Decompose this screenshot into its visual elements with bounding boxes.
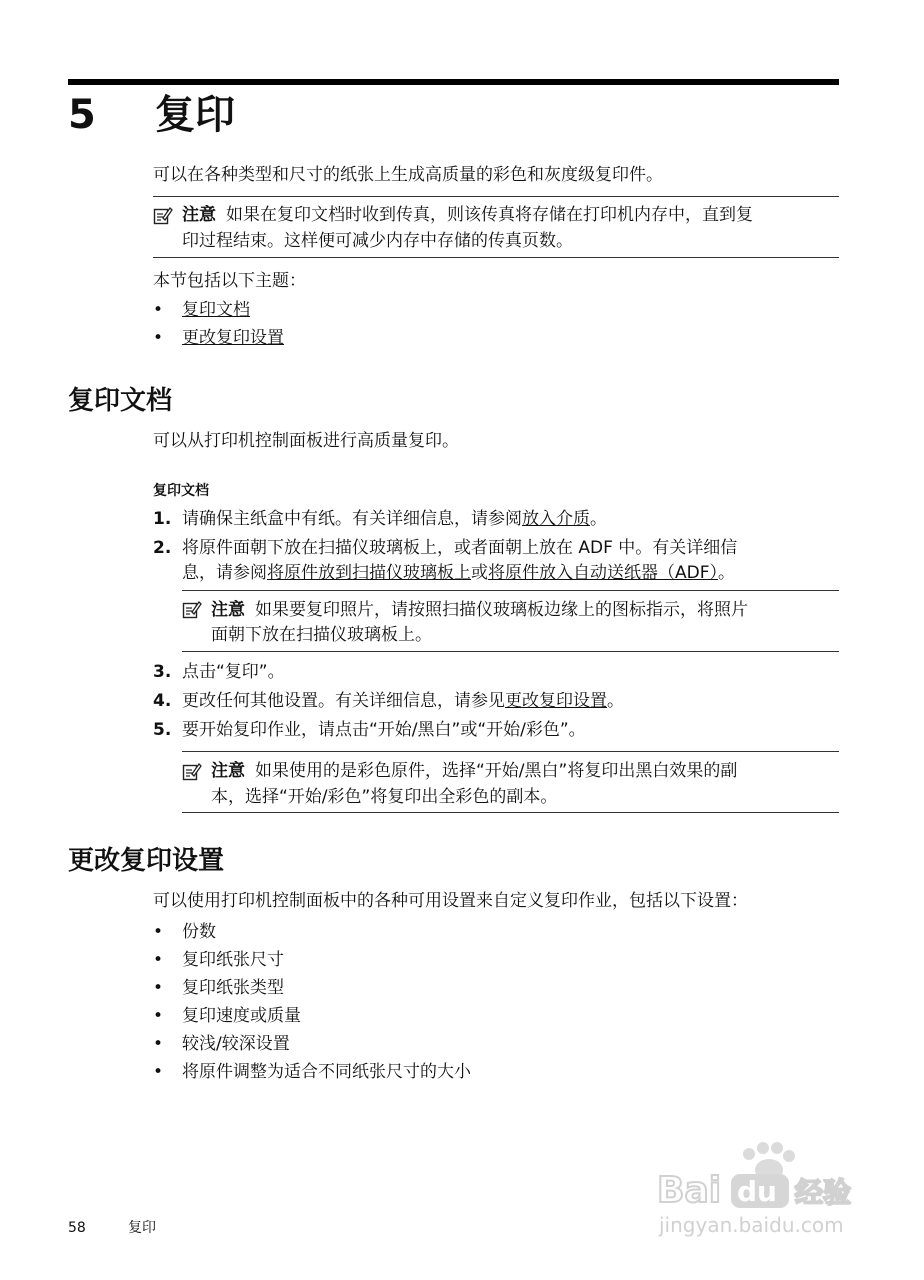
note-bottom-rule: [182, 812, 839, 813]
link-change-copy-settings[interactable]: 更改复印设置: [505, 691, 607, 711]
bullet-dot: •: [153, 1006, 164, 1026]
step5-text: 要开始复印作业，请点击“开始/黑白”或“开始/彩色”。: [182, 720, 586, 740]
note3-text1: 如果使用的是彩色原件，选择“开始/黑白”将复印出黑白效果的副: [255, 761, 738, 781]
procedure-title: 复印文档: [153, 483, 209, 499]
bullet-dot: •: [153, 1034, 164, 1054]
list-item: 复印纸张尺寸: [182, 950, 284, 970]
note-icon: [182, 600, 202, 620]
step2-line1: 将原件面朝下放在扫描仪玻璃板上，或者面朝上放在 ADF 中。有关详细信: [182, 538, 738, 558]
bullet-dot: •: [153, 328, 164, 348]
bullet-dot: •: [153, 922, 164, 942]
bullet-dot: •: [153, 978, 164, 998]
note2-label: 注意: [211, 600, 245, 620]
note-bottom-rule: [153, 257, 839, 258]
note2-line1: [211, 597, 748, 623]
step2-mid: 或: [471, 563, 488, 583]
link-load-media[interactable]: 放入介质: [522, 509, 590, 529]
note2-text1: 如果要复印照片，请按照扫描仪玻璃板边缘上的图标指示，将照片: [255, 600, 748, 620]
page-number: 58: [68, 1220, 86, 1236]
svg-text:jingyan.baidu.com: jingyan.baidu.com: [659, 1213, 844, 1237]
step4-text: [182, 688, 624, 714]
note3-line2: 本，选择“开始/彩色”将复印出全彩色的副本。: [211, 787, 558, 807]
note-icon: [153, 206, 173, 226]
step1-post: 。: [590, 509, 607, 529]
step1-text: [182, 506, 607, 532]
step-number: 4.: [153, 691, 172, 711]
note1-text1: 如果在复印文档时收到传真，则该传真将存储在打印机内存中，直到复: [226, 205, 753, 225]
topic-link-copy-document[interactable]: 复印文档: [182, 300, 250, 320]
topic-link-change-settings[interactable]: 更改复印设置: [182, 328, 284, 348]
svg-text:Bai: Bai: [657, 1170, 722, 1211]
step3-text: 点击“复印”。: [182, 662, 285, 682]
list-item: 将原件调整为适合不同纸张尺寸的大小: [182, 1062, 471, 1082]
chapter-rule: [68, 79, 839, 85]
note3-line1: [211, 758, 737, 784]
step2-post: 。: [718, 563, 735, 583]
note-icon: [182, 762, 202, 782]
note3-label: 注意: [211, 761, 245, 781]
step2-line2: [182, 560, 735, 586]
svg-text:经验: 经验: [795, 1176, 852, 1209]
svg-text:du: du: [737, 1175, 777, 1208]
note-top-rule: [153, 196, 839, 197]
note-top-rule: [182, 590, 839, 591]
note1-label: 注意: [182, 205, 216, 225]
link-load-glass[interactable]: 将原件放到扫描仪玻璃板上: [267, 563, 471, 583]
list-item: 复印纸张类型: [182, 978, 284, 998]
bullet-dot: •: [153, 300, 164, 320]
section1-intro: 可以从打印机控制面板进行高质量复印。: [153, 431, 459, 451]
note1-line2: 印过程结束。这样便可减少内存中存储的传真页数。: [182, 231, 573, 251]
list-item: 份数: [182, 922, 216, 942]
section2-intro: 可以使用打印机控制面板中的各种可用设置来自定义复印作业，包括以下设置：: [153, 891, 748, 911]
step-number: 1.: [153, 509, 172, 529]
step-number: 5.: [153, 720, 172, 740]
note1-line1: [182, 202, 753, 228]
step4-post: 。: [607, 691, 624, 711]
note-top-rule: [182, 751, 839, 752]
step2-pre: 息，请参阅: [182, 563, 267, 583]
chapter-title: 复印: [155, 92, 235, 138]
list-item: 复印速度或质量: [182, 1006, 301, 1026]
note2-line2: 面朝下放在扫描仪玻璃板上。: [211, 625, 432, 645]
bullet-dot: •: [153, 950, 164, 970]
step-number: 3.: [153, 662, 172, 682]
section2-heading: 更改复印设置: [68, 846, 225, 876]
topics-intro: 本节包括以下主题：: [153, 271, 306, 291]
footer-chapter-title: 复印: [128, 1220, 156, 1236]
list-item: 较浅/较深设置: [182, 1034, 290, 1054]
bullet-dot: •: [153, 1062, 164, 1082]
note-bottom-rule: [182, 651, 839, 652]
baidu-jingyan-watermark: [655, 1140, 870, 1240]
intro-paragraph: 可以在各种类型和尺寸的纸张上生成高质量的彩色和灰度级复印件。: [153, 165, 663, 185]
section1-heading: 复印文档: [68, 386, 173, 416]
link-load-adf[interactable]: 将原件放入自动送纸器（ADF）: [488, 563, 718, 583]
chapter-number: 5: [68, 92, 96, 138]
step-number: 2.: [153, 538, 172, 558]
step4-pre: 更改任何其他设置。有关详细信息，请参见: [182, 691, 505, 711]
step1-pre: 请确保主纸盒中有纸。有关详细信息，请参阅: [182, 509, 522, 529]
